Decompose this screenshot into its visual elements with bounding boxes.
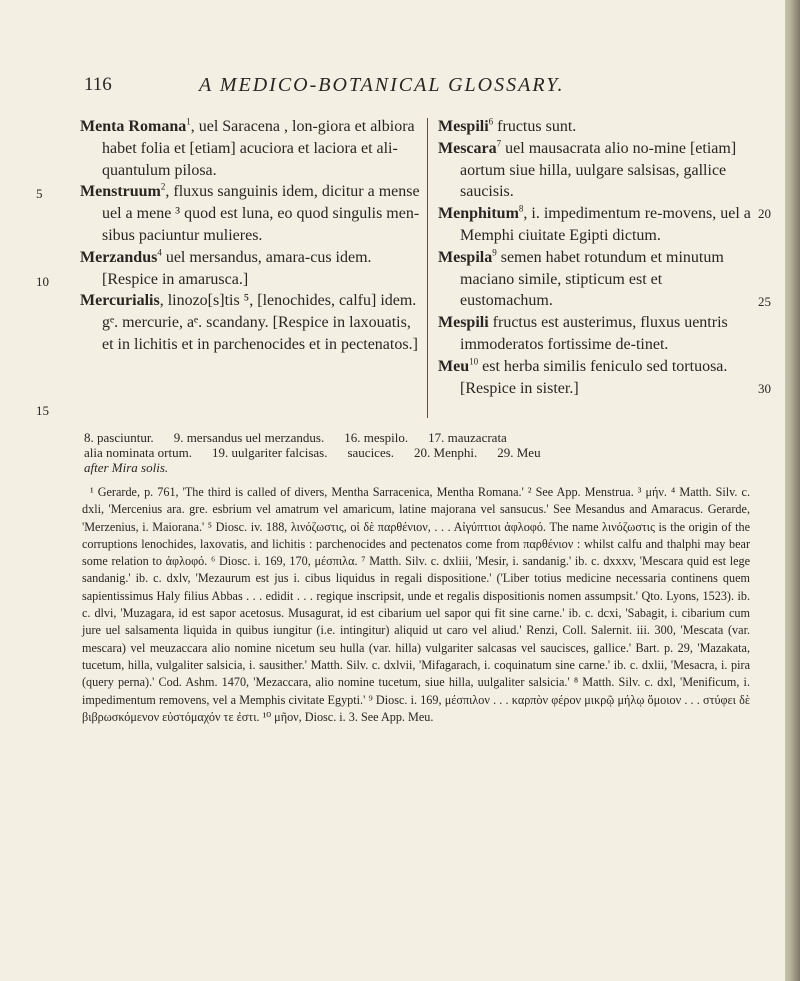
variant: 19. uulgariter falcisas. (211, 445, 328, 460)
variant: 17. mauzacrata (428, 430, 507, 445)
glossary-entry (438, 312, 756, 356)
entry-text: est herba similis feniculo sed tortuosa. [Respice in sister.] (460, 357, 728, 397)
headword: Mercurialis (80, 292, 160, 310)
footnote-ref: 1 (186, 116, 191, 127)
left-column (36, 116, 420, 419)
headword: Menta Romana (80, 118, 187, 135)
variant: 9. mersandus uel merzandus. (173, 430, 325, 445)
variant: saucices. (347, 445, 395, 460)
variant: 29. Meu (497, 445, 541, 460)
footnote-ref: 10 (469, 356, 479, 367)
glossary-entry: 20 Menphitum$^8$, i. impedimentum re-movens, uel a Memphi ciuitate Egipti dictum. (438, 203, 771, 244)
variant: 16. mespilo. (344, 430, 409, 445)
headword: Menphitum (438, 205, 519, 223)
variant-row (84, 460, 749, 475)
headword: Mescara (438, 139, 497, 157)
entry-text: , fluxus sanguinis idem, dicitur a mense uel a mene ³ quod est luna, eo quod singulis men-sibus paciuntur mulieres. (102, 183, 420, 244)
variant: 20. Menphi. (414, 445, 478, 460)
glossary-entry: 30 Meu$^{10}$ est herba similis feniculo sed tortuosa. [Respice in sister.] (438, 356, 771, 397)
variant-row (84, 445, 749, 460)
entry-text: uel mausacrata alio no-mine [etiam] aortum siue hilla, uulgare salsisas, gallice saucisis. (460, 139, 737, 201)
headword: Mespili (438, 118, 489, 135)
entry-text: semen habet rotundum et minutum maciano simile, stipticum est et eustomachum. (460, 248, 724, 310)
entry-text: fructus sunt. (493, 118, 577, 135)
variant: alia nominata ortum. (84, 445, 192, 460)
footnotes (82, 484, 750, 726)
glossary-entry: 5 Menstruum$^2$, fluxus sanguinis idem, dicitur a mense uel a mene ³ quod est luna, eo quod singulis men-sibus paciuntur mulieres. (36, 182, 420, 244)
glossary-entry: 25 Mespila$^9$ semen habet rotundum et minutum maciano simile, stipticum est et eustomachum. (438, 247, 771, 310)
headword: Mespili (438, 314, 489, 332)
footnote-ref: 8 (518, 203, 524, 214)
glossary-entry: 15 Mercurialis, linozo[s]tis ⁵, [lenochides, calfu] idem. gᵉ. mercurie, aᵉ. scandany. [Respice in laxouatis, et in lichitis et in parchenocides et in pectenatos.] (36, 292, 418, 419)
entry-text: , i. impedimentum re-movens, uel a Memphi ciuitate Egipti dictum. (460, 205, 751, 244)
running-title: A MEDICO-BOTANICAL GLOSSARY. (199, 74, 565, 96)
glossary-entry (438, 116, 756, 138)
entry-text: fructus est austerimus, fluxus uentris immoderatos fortissime de-tinet. (460, 314, 728, 353)
page-number: 116 (84, 74, 112, 95)
footnote-ref: 4 (157, 247, 162, 258)
variant: after Mira solis. (84, 460, 169, 475)
page-edge (785, 0, 800, 981)
footnote-ref: 2 (160, 182, 166, 193)
right-column (438, 116, 771, 399)
entry-text: , uel Saracena , lon-giora et albiora habet folia et [etiam] acuciora et laciora et ali-quantulum pilosa. (102, 118, 415, 179)
headword: Mespila (438, 248, 493, 266)
page-header (84, 74, 744, 104)
variant: 8. pasciuntur. (84, 430, 154, 445)
footnote-text: ¹ Gerarde, p. 761, 'The third is called of divers, Mentha Sarracenica, Mentha Romana.' ² See App. Menstrua. ³ μήν. ⁴ Matth. Silv. c. dxli, 'Mercenius ara. gre. esbrium vel amatrum vel amaricum, latine majorana vel sansucus.' See Mesandus and Amaracus. Gerarde, 'Merzenius, i. Maiorana.' ⁵ Diosc. iv. 188, λινόζωστις, οἱ δὲ παρθένιον, . . . Αἰγύπτιοι ἀφλοφό. The name λινόζωστις is the origin of the corruptions lenochides, laxovatis, and lichitis : parchenocides and pectenatos come from παρθένιον : whilst calfu and thalphi may bear some relation to ἀφλοφό. ⁶ Diosc. i. 169, 170, μέσπιλα. ⁷ Matth. Silv. c. dxliii, 'Mesir, i. sandanig.' ib. c. dxxxv, 'Mescara quid est lege sandanig.' ib. c. dxlv, 'Mezaurum est jus i. cibus liquidus in regali dispositione.' ('Liber totius medicine necessaria continens quem sapientissimus Haly filius Abbas . . . edidit . . . regique inscripsit, unde et regalis dispositionis nomen assumpsit.' Qto. Lyons, 1523). ib. c. dlvi, 'Muzagara, id est sapor acetosus. Musagurat, id est cibarium uel sapor qui fit sine carne.' ib. c. dcxi, 'Sabagit, i. cibarium cum jure uel salsamenta liquida in quibus iungitur (i.e. intingitur) aliquid ut caro vel aliud.' Renzi, Coll. Salernit. iii. 300, 'Mescata (var. mescara) vel meuzaccara alio nomine nicetum seu hulla (var. hilla) vulgariter salcasas vel saucisces, gallice.' Bart. p. 29, 'Mazakata, tucetum, hilla, vulgaliter salsicia, i. sausither.' Matth. Silv. c. dxlvii, 'Mifagarach, i. coquinatum sine carne.' ib. c. dxlii, 'Mesacra, i. pira (query perna).' Cod. Ashm. 1470, 'Mezaccara, alio nomine tucetum, siue hilla, uulgaliter salsicia.' ⁸ Matth. Silv. c. dxl, 'Menificum, i. impedimentum removens, vel a Memphis civitate Egypti.' ⁹ Diosc. i. 169, μέσπιλον . . . καρπὸν φέρον μικρῷ μήλῳ ὅμοιον . . . στύφει δὲ βιβρωσκόμενον εὐστόμαχόν τε ἐστι. ¹⁰ μῆον, Diosc. i. 3. See App. Meu. (82, 485, 750, 724)
glossary-entry (80, 116, 420, 181)
headword: Merzandus (80, 248, 158, 266)
entry-text: , linozo[s]tis ⁵, [lenochides, calfu] idem. gᵉ. mercurie, aᵉ. scandany. [Respice in laxouatis, et in lichitis et in parchenocides et in pectenatos.] (102, 292, 418, 353)
column-divider (427, 118, 428, 418)
variant-row (84, 430, 749, 445)
glossary-entry: 10 Merzandus$^4$ uel mersandus, amara-cus idem. [Respice in amarusca.] (36, 247, 372, 289)
variant-readings (84, 430, 749, 475)
footnote-ref: 7 (496, 138, 502, 149)
footnote-ref: 6 (488, 116, 494, 127)
glossary-entry (438, 138, 756, 203)
headword: Menstruum (80, 183, 161, 201)
entry-text: uel mersandus, amara-cus idem. [Respice in amarusca.] (102, 248, 372, 288)
headword: Meu (438, 357, 470, 375)
footnote-ref: 9 (492, 247, 497, 258)
